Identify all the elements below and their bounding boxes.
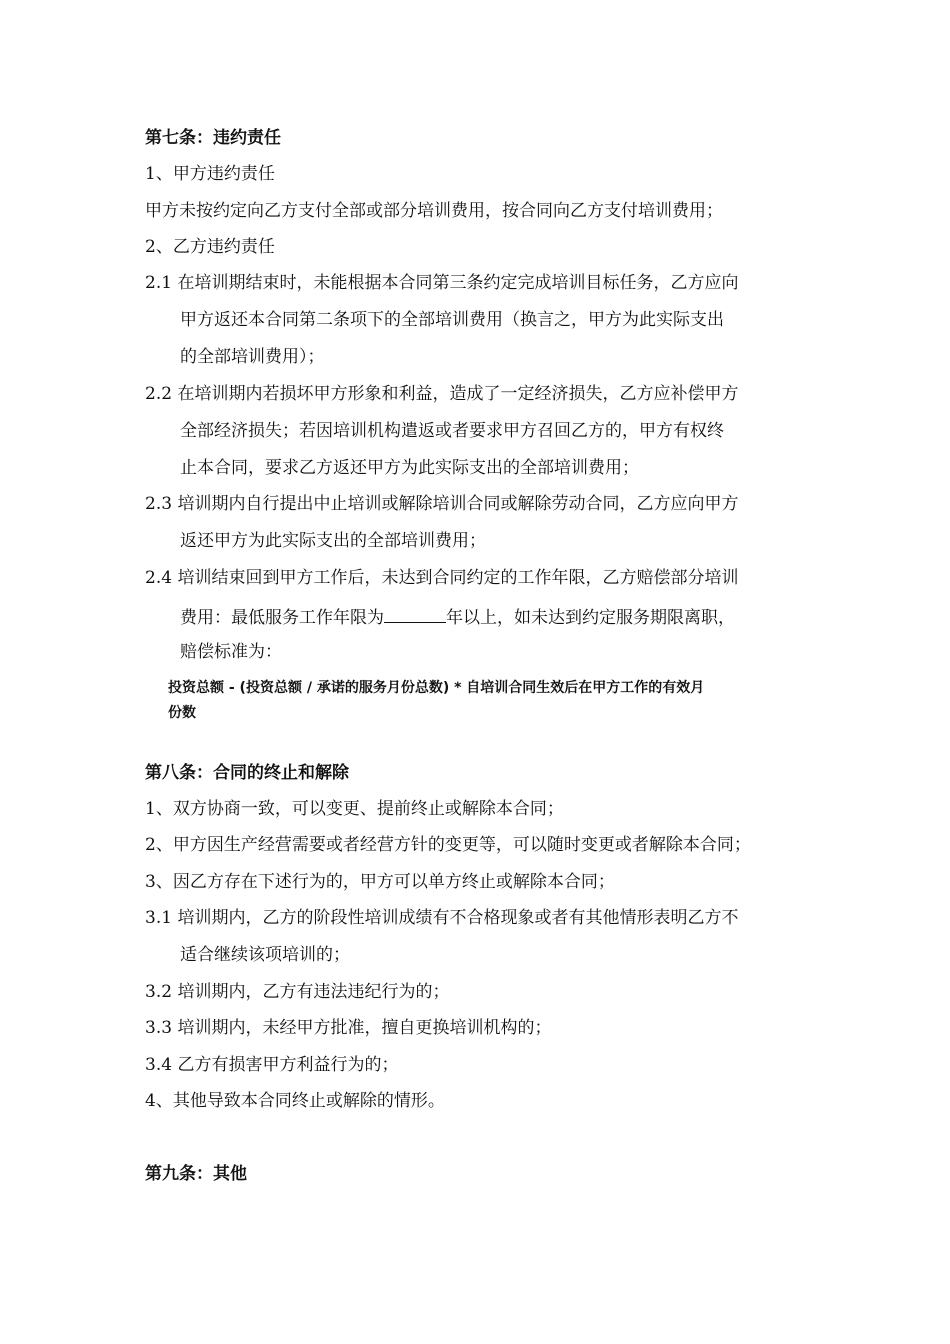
clause-2-1-line-1: 2.1 在培训期结束时，未能根据本合同第三条约定完成培训目标任务，乙方应向 — [145, 273, 739, 293]
article-8-heading: 第八条：合同的终止和解除 — [145, 763, 349, 783]
article-9-heading: 第九条：其他 — [145, 1164, 247, 1184]
article-7-heading: 第七条：违约责任 — [145, 128, 281, 148]
clause-3-1-line-2: 适合继续该项培训的； — [180, 945, 350, 965]
clause-2-4-line-1: 2.4 培训结束回到甲方工作后，未达到合同约定的工作年限，乙方赔偿部分培训 — [145, 568, 739, 588]
clause-3-2: 3.2 培训期内，乙方有违法违纪行为的； — [145, 982, 450, 1002]
clause-1-title: 1、甲方违约责任 — [145, 164, 275, 184]
clause-2-4-line-3: 赔偿标准为： — [180, 642, 282, 662]
clause-2-3-line-2: 返还甲方为此实际支出的全部培训费用； — [180, 531, 486, 551]
clause-3-4: 3.4 乙方有损害甲方利益行为的； — [145, 1055, 399, 1075]
clause-2-4-text-a: 费用：最低服务工作年限为 — [180, 608, 384, 628]
clause-2-4-text-b: 年以上，如未达到约定服务期限离职， — [446, 608, 735, 628]
clause-3-3: 3.3 培训期内，未经甲方批准，擅自更换培训机构的； — [145, 1018, 552, 1038]
clause-2-1-line-2: 甲方返还本合同第二条项下的全部培训费用（换言之，甲方为此实际支出 — [180, 310, 724, 330]
clause-2-2-line-1: 2.2 在培训期内若损坏甲方形象和利益，造成了一定经济损失，乙方应补偿甲方 — [145, 384, 739, 404]
clause-2-2-line-3: 止本合同，要求乙方返还甲方为此实际支出的全部培训费用； — [180, 458, 639, 478]
compensation-formula-line-1: 投资总额 - (投资总额 / 承诺的服务月份总数) * 自培训合同生效后在甲方工作的有效月 — [168, 680, 705, 696]
clause-2-1-line-3: 的全部培训费用）； — [180, 347, 325, 367]
clause-2-3-line-1: 2.3 培训期内自行提出中止培训或解除培训合同或解除劳动合同，乙方应向甲方 — [145, 494, 739, 514]
clause-3-1-line-1: 3.1 培训期内，乙方的阶段性培训成绩有不合格现象或者有其他情形表明乙方不 — [145, 908, 739, 928]
clause-2-4-line-2 — [180, 604, 735, 629]
clause-2-title: 2、乙方违约责任 — [145, 237, 275, 257]
article-8-item-1: 1、双方协商一致，可以变更、提前终止或解除本合同； — [145, 799, 564, 819]
article-8-item-3: 3、因乙方存在下述行为的，甲方可以单方终止或解除本合同； — [145, 872, 615, 892]
article-8-item-2: 2、甲方因生产经营需要或者经营方针的变更等，可以随时变更或者解除本合同； — [145, 835, 751, 855]
article-8-item-4: 4、其他导致本合同终止或解除的情形。 — [145, 1091, 445, 1111]
compensation-formula-line-2: 份数 — [168, 705, 196, 721]
clause-2-2-line-2: 全部经济损失；若因培训机构遣返或者要求甲方召回乙方的，甲方有权终 — [180, 421, 724, 441]
service-years-blank[interactable] — [384, 604, 446, 623]
clause-1-text: 甲方未按约定向乙方支付全部或部分培训费用，按合同向乙方支付培训费用； — [145, 201, 723, 221]
